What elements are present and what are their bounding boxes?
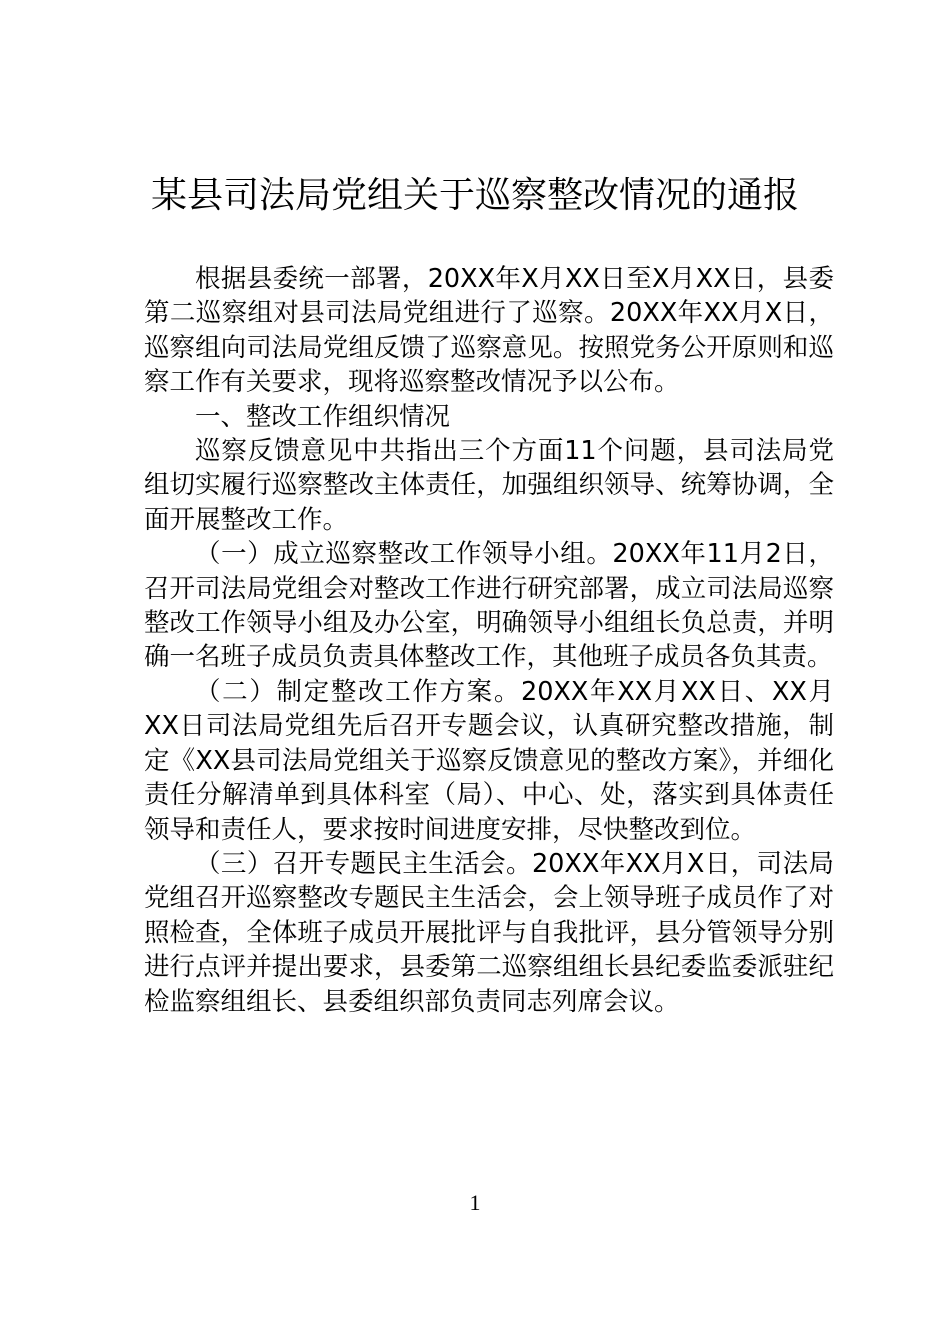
document-body	[144, 262, 834, 1019]
paragraph-item-3: （三）召开专题民主生活会。20XX年XX月X日，司法局党组召开巡察整改专题民主生活会，会上领导班子成员作了对照检查，全体班子成员开展批评与自我批评，县分管领导分别进行点评并提出要求，县委第二巡察组组长县纪委监委派驻纪检监察组组长、县委组织部负责同志列席会议。	[144, 848, 834, 1017]
section-heading-1: 一、整改工作组织情况	[195, 401, 451, 432]
paragraph-item-1: （一）成立巡察整改工作领导小组。20XX年11月2日，召开司法局党组会对整改工作进行研究部署，成立司法局巡察整改工作领导小组及办公室，明确领导小组组长负总责，并明确一名班子成员负责具体整改工作，其他班子成员各负其责。	[144, 539, 834, 673]
page-number: 1	[469, 1190, 481, 1215]
paragraph-item-2: （二）制定整改工作方案。20XX年XX月XX日、XX月XX日司法局党组先后召开专题会议，认真研究整改措施，制定《XX县司法局党组关于巡察反馈意见的整改方案》，并细化责任分解清单到具体科室（局）、中心、处，落实到具体责任领导和责任人，要求按时间进度安排，尽快整改到位。	[144, 676, 834, 845]
paragraph-intro: 根据县委统一部署，20XX年X月XX日至X月XX日，县委第二巡察组对县司法局党组进行了巡察。20XX年XX月X日，巡察组向司法局党组反馈了巡察意见。按照党务公开原则和巡察工作有关要求，现将巡察整改情况予以公布。	[144, 264, 834, 398]
document-title: 某县司法局党组关于巡察整改情况的通报	[150, 175, 799, 216]
paragraph-overview: 巡察反馈意见中共指出三个方面11个问题，县司法局党组切实履行巡察整改主体责任，加强组织领导、统筹协调，全面开展整改工作。	[144, 436, 834, 535]
